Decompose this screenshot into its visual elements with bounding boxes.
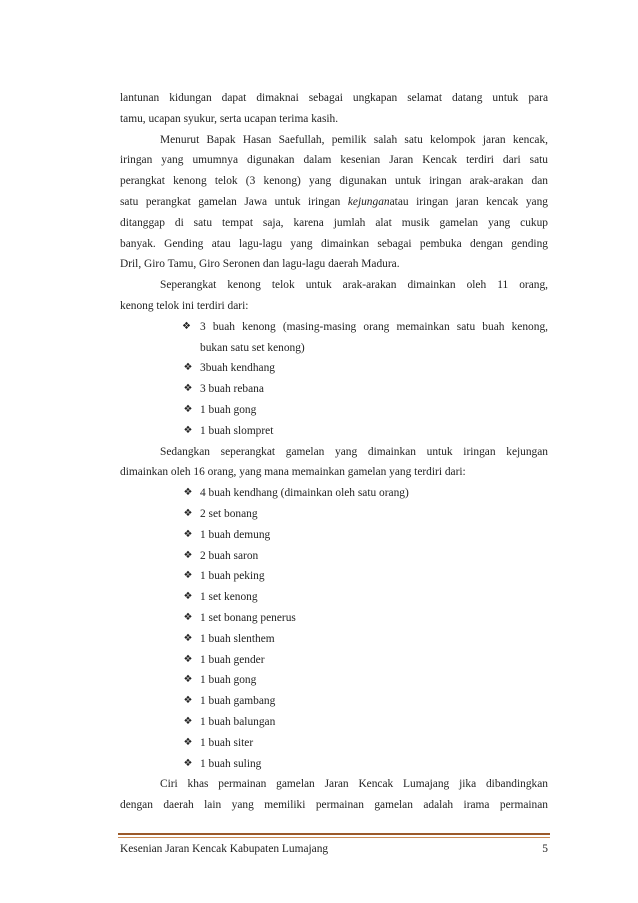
diamond-bullet-icon: ❖	[183, 736, 193, 748]
list-item	[120, 566, 548, 587]
paragraph-line: kenong telok ini terdiri dari:	[120, 299, 249, 312]
list-item	[120, 525, 548, 546]
diamond-bullet-icon: ❖	[183, 383, 193, 395]
paragraph-line: Dril, Giro Tamu, Giro Seronen dan lagu-lagu daerah Madura.	[120, 258, 400, 271]
diamond-bullet-icon: ❖	[182, 320, 191, 332]
italic-term: kejungan	[347, 195, 390, 208]
list-item-label: 1 set kenong	[200, 591, 258, 604]
bullet-list	[120, 317, 548, 442]
list-item-label: 1 buah siter	[200, 736, 254, 749]
footer-title: Kesenian Jaran Kencak Kabupaten Lumajang	[120, 843, 329, 855]
paragraph-line	[120, 192, 548, 213]
list-item-label: 3 buah rebana	[200, 383, 264, 396]
diamond-bullet-icon: ❖	[183, 403, 193, 415]
list-item-label: 1 buah gender	[200, 653, 265, 666]
list-item	[120, 546, 548, 567]
list-item-label: 1 buah gambang	[200, 695, 276, 708]
paragraph-line: dimainkan oleh 16 orang, yang mana memainkan gamelan yang terdiri dari:	[120, 466, 466, 479]
diamond-bullet-icon: ❖	[183, 424, 193, 436]
list-item	[120, 421, 548, 442]
diamond-bullet-icon: ❖	[183, 591, 193, 603]
diamond-bullet-icon: ❖	[183, 653, 193, 665]
list-item	[120, 629, 548, 650]
list-item	[120, 358, 548, 379]
list-item-label: 3 buah kenong (masing-masing orang memainkan satu buah kenong,	[200, 320, 548, 333]
bullet-list	[120, 483, 548, 774]
diamond-bullet-icon: ❖	[183, 632, 193, 644]
list-item	[120, 754, 548, 775]
list-item-label: 3buah kendhang	[200, 362, 275, 375]
paragraph-line: banyak. Gending atau lagu-lagu yang dimainkan sebagai pembuka dengan gending	[120, 237, 548, 250]
list-item	[120, 608, 548, 629]
diamond-bullet-icon: ❖	[183, 570, 193, 582]
text-run: satu perangkat gamelan Jawa untuk iringan	[120, 195, 348, 208]
list-item-label: 4 buah kendhang (dimainkan oleh satu orang)	[200, 487, 409, 500]
list-item	[120, 712, 548, 733]
list-item	[120, 587, 548, 608]
list-item-label: 2 set bonang	[200, 507, 258, 520]
list-item	[120, 317, 548, 338]
list-item	[120, 670, 548, 691]
body-text	[120, 88, 548, 816]
paragraph-line: Ciri khas permainan gamelan Jaran Kencak Lumajang jika dibandingkan	[160, 778, 548, 791]
footer-divider-thin	[118, 837, 550, 838]
list-item-label: 1 buah peking	[200, 570, 265, 583]
diamond-bullet-icon: ❖	[183, 487, 193, 499]
paragraph-line: dengan daerah lain yang memiliki permainan gamelan adalah irama permainan	[120, 799, 548, 812]
list-item-label: 1 buah balungan	[200, 715, 276, 728]
diamond-bullet-icon: ❖	[183, 528, 193, 540]
list-item	[120, 504, 548, 525]
list-item-label: 1 buah demung	[200, 528, 271, 541]
list-item-label: 1 buah slenthem	[200, 632, 275, 645]
paragraph-line: perangkat kenong telok (3 kenong) yang digunakan untuk iringan arak-arakan dan	[120, 175, 548, 188]
diamond-bullet-icon: ❖	[183, 757, 193, 769]
diamond-bullet-icon: ❖	[183, 715, 193, 727]
list-item-label: 1 buah suling	[200, 757, 262, 770]
paragraph-line: ditanggap di satu tempat saja, karena jumlah alat musik gamelan yang cukup	[120, 216, 548, 229]
list-item-label: 1 buah gong	[200, 674, 257, 687]
list-item	[120, 650, 548, 671]
list-item	[120, 379, 548, 400]
diamond-bullet-icon: ❖	[183, 695, 193, 707]
list-item-continuation: bukan satu set kenong)	[200, 341, 305, 354]
list-item	[120, 400, 548, 421]
paragraph-line: lantunan kidungan dapat dimaknai sebagai ungkapan selamat datang untuk para	[120, 92, 548, 104]
diamond-bullet-icon: ❖	[183, 507, 193, 519]
paragraph-line: tamu, ucapan syukur, serta ucapan terima kasih.	[120, 112, 339, 125]
text-run: atau iringan jaran kencak yang	[389, 195, 548, 208]
list-item-label: 1 buah gong	[200, 403, 257, 416]
diamond-bullet-icon: ❖	[183, 674, 193, 686]
list-item	[120, 483, 548, 504]
diamond-bullet-icon: ❖	[183, 362, 193, 374]
page-number: 5	[542, 843, 548, 855]
list-item	[120, 733, 548, 754]
list-item-label: 1 buah slompret	[200, 424, 274, 437]
paragraph-line: Seperangkat kenong telok untuk arak-arakan dimainkan oleh 11 orang,	[160, 279, 548, 292]
paragraph-line: Menurut Bapak Hasan Saefullah, pemilik salah satu kelompok jaran kencak,	[160, 133, 548, 146]
paragraph-line: Sedangkan seperangkat gamelan yang dimainkan untuk iringan kejungan	[160, 445, 548, 458]
diamond-bullet-icon: ❖	[183, 549, 193, 561]
list-item-label: 2 buah saron	[200, 549, 259, 562]
paragraph-line: iringan yang umumnya digunakan dalam kesenian Jaran Kencak terdiri dari satu	[120, 154, 548, 167]
list-item-label: 1 set bonang penerus	[200, 611, 296, 624]
footer-divider	[118, 833, 550, 835]
list-item	[120, 691, 548, 712]
diamond-bullet-icon: ❖	[183, 611, 193, 623]
